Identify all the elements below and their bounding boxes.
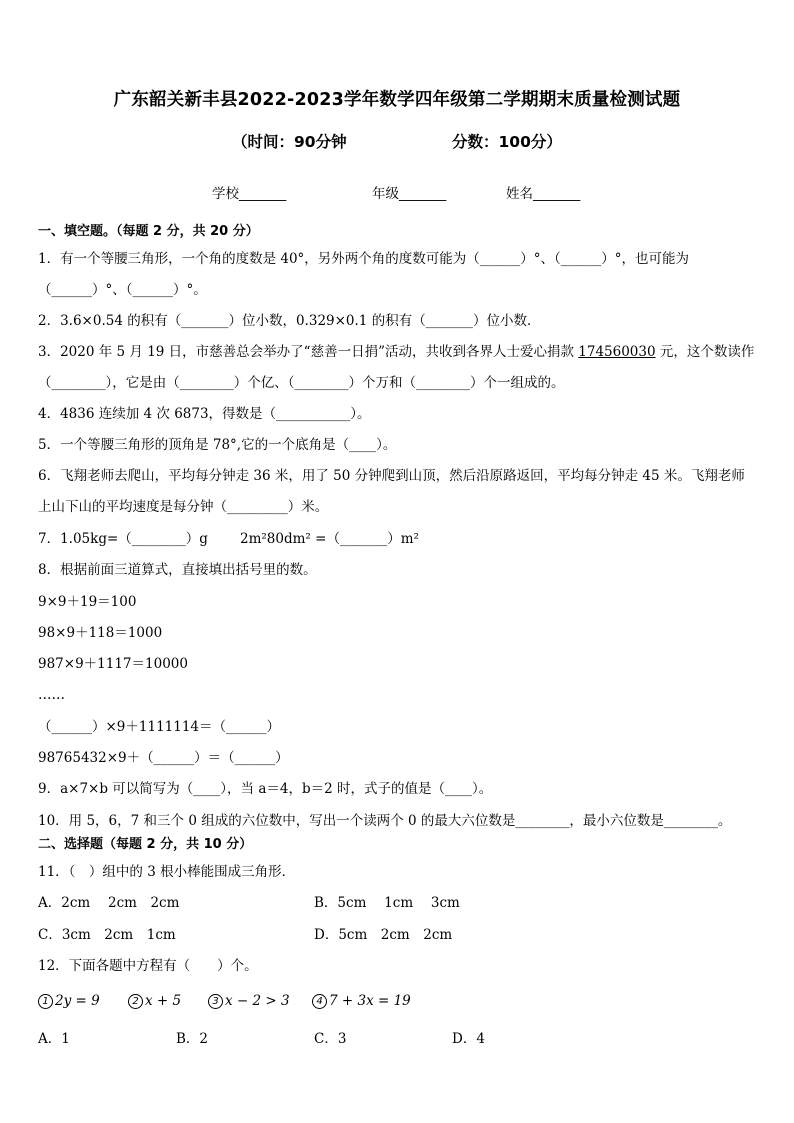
school-field: 学校_______ <box>212 186 287 202</box>
grade-field: 年级_______ <box>372 186 447 202</box>
donation-amount: 174560030 <box>578 344 656 360</box>
question-2: 2．3.6×0.54 的积有（_______）位小数，0.329×0.1 的积有（_______）位小数． <box>38 313 541 329</box>
q11-option-a: A．2cm 2cm 2cm <box>38 895 180 911</box>
equation-4: （______）×9＋1111114＝（______） <box>38 719 281 735</box>
question-1-line-1: 1．有一个等腰三角形，一个角的度数是 40°，另外两个角的度数可能为（______）°、（______）°，也可能为 <box>38 251 690 267</box>
q12-item-2-text: x + 5 <box>145 993 182 1009</box>
q12-item-1 <box>38 992 100 1010</box>
question-1-line-2: （______）°、（______）°。 <box>38 282 207 298</box>
question-12: 12．下面各题中方程有（ ）个。 <box>38 958 258 974</box>
ellipsis: …… <box>38 687 65 703</box>
circled-number-2: 2 <box>128 994 143 1009</box>
exam-time: （时间：90分钟 <box>232 133 347 151</box>
question-3-line-2: （________），它是由（________）个亿、（________）个万和（________）个一组成的。 <box>38 375 565 391</box>
section-fill-blank: 一、填空题。（每题 2 分，共 20 分） <box>38 224 259 239</box>
equation-5: 98765432×9＋（______）＝（______） <box>38 750 289 766</box>
question-10: 10．用 5，6，7 和三个 0 组成的六位数中，写出一个读两个 0 的最大六位数是________，最小六位数是________。 <box>38 813 732 829</box>
question-3-text-a: 3．2020 年 5 月 19 日，市慈善总会举办了“慈善一日捐”活动，共收到各界人士爱心捐款 <box>38 344 579 360</box>
q12-item-4 <box>312 992 411 1010</box>
q12-item-3 <box>208 992 290 1010</box>
question-6-line-2: 上山下山的平均速度是每分钟（_________）米。 <box>38 499 329 515</box>
equation-1: 9×9＋19＝100 <box>38 594 137 610</box>
question-3-line-1 <box>38 343 754 361</box>
name-field: 姓名_______ <box>506 186 581 202</box>
question-6-line-1: 6．飞翔老师去爬山，平均每分钟走 36 米，用了 50 分钟爬到山顶，然后沿原路返回，平均每分钟走 45 米。飞翔老师 <box>38 468 745 484</box>
question-9: 9．a×7×b 可以简写为（____），当 a＝4，b＝2 时，式子的值是（____）。 <box>38 781 493 797</box>
q11-option-c: C．3cm 2cm 1cm <box>38 927 176 943</box>
circled-number-1: 1 <box>38 994 53 1009</box>
question-4: 4．4836 连续加 4 次 6873，得数是（___________）。 <box>38 406 371 422</box>
q12-item-3-text: x − 2 > 3 <box>225 993 290 1009</box>
page-title: 广东韶关新丰县2022-2023学年数学四年级第二学期期末质量检测试题 <box>113 90 681 110</box>
question-5: 5．一个等腰三角形的顶角是 78°,它的一个底角是（____）。 <box>38 437 397 453</box>
q12-item-1-text: 2y = 9 <box>55 993 100 1009</box>
circled-number-4: 4 <box>312 994 327 1009</box>
question-7-part-1: 7．1.05kg=（________）g <box>38 531 208 547</box>
circled-number-3: 3 <box>208 994 223 1009</box>
q12-option-b: B．2 <box>176 1031 209 1047</box>
question-7-part-2: 2m²80dm² =（_______）m² <box>240 531 419 547</box>
equation-2: 98×9＋118＝1000 <box>38 625 163 641</box>
section-choice: 二、选择题（每题 2 分，共 10 分） <box>38 837 253 852</box>
q12-item-4-text: 7 + 3x = 19 <box>329 993 411 1009</box>
q12-option-d: D．4 <box>452 1031 485 1047</box>
q11-option-b: B．5cm 1cm 3cm <box>314 895 460 911</box>
question-11: 11．（ ）组中的 3 根小棒能围成三角形． <box>38 864 296 880</box>
question-3-text-b: 元，这个数读作 <box>655 344 755 360</box>
q12-item-2 <box>128 992 181 1010</box>
q12-option-c: C．3 <box>314 1031 347 1047</box>
exam-score: 分数：100分） <box>452 133 562 151</box>
q12-option-a: A．1 <box>38 1031 70 1047</box>
question-8: 8．根据前面三道算式，直接填出括号里的数。 <box>38 562 317 578</box>
equation-3: 987×9＋1117＝10000 <box>38 656 188 672</box>
q11-option-d: D．5cm 2cm 2cm <box>314 927 453 943</box>
